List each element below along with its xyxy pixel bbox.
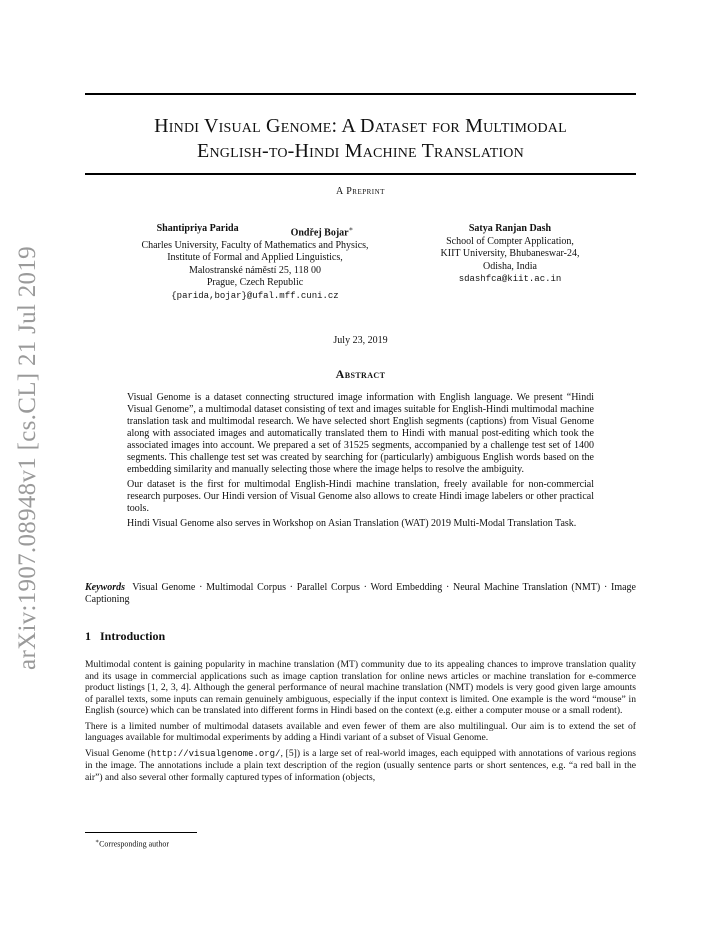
title-line-1: Hindi Visual Genome: A Dataset for Multimodal <box>154 115 567 137</box>
corresponding-author-mark: ∗ <box>348 225 354 233</box>
author-name-bojar: Ondřej Bojar∗ <box>290 225 354 239</box>
author-block-charles-university <box>110 223 400 302</box>
title-rule-bottom <box>85 173 636 175</box>
section-heading-introduction <box>85 629 165 644</box>
author-email[interactable]: sdashfca@kiit.ac.in <box>458 274 562 284</box>
introduction-body <box>85 659 636 787</box>
abstract-paragraph: Our dataset is the first for multimodal English-Hindi machine translation, freely available for non-commercial research purposes. Our Hindi version of Visual Genome also allows to create Hindi image labelers or other practical tools. <box>127 479 594 514</box>
paper-title <box>85 114 636 164</box>
author-email[interactable]: {parida,bojar}@ufal.mff.cuni.cz <box>171 290 339 301</box>
author-names <box>110 223 400 240</box>
visual-genome-url[interactable]: http://visualgenome.org/ <box>150 748 281 759</box>
keywords-label: Keywords <box>85 582 125 593</box>
section-number: 1 <box>85 629 91 643</box>
footnote-text: Corresponding author <box>99 839 170 849</box>
paper-date: July 23, 2019 <box>333 335 388 346</box>
author-name-parida: Shantipriya Parida <box>156 223 239 234</box>
footnote-rule <box>85 832 197 833</box>
affiliation-line: School of Compter Application, <box>446 235 574 247</box>
section-title: Introduction <box>100 629 166 643</box>
body-paragraph: There is a limited number of multimodal datasets available and even fewer of them are also multilingual. Our aim is to extend the set of languages available for multimodal experiments by adding a Hindi variant of a subset of Visual Genome. <box>85 720 636 743</box>
affiliation-line: KIIT University, Bhubaneswar-24, <box>440 248 580 259</box>
author-name-dash: Satya Ranjan Dash <box>468 223 552 234</box>
abstract-body <box>127 392 594 533</box>
footnote <box>95 838 169 849</box>
body-paragraph: Multimodal content is gaining popularity in machine translation (MT) community due to its appealing chances to improve translation quality and its usage in commercial applications such as image caption translation for online news articles or machine translation for e-commerce product listings [1, 2, 3, 4]. Although the general performance of neural machine translation (NMT) models is very good given large amounts of parallel texts, some inputs can remain genuinely ambiguous, especially if the input context is limited. One example is the word “mouse” in English (source) which can be translated into different forms in Hindi based on the context (e.g. either a computer mouse or a small rodent). <box>85 659 636 716</box>
preprint-label: A Preprint <box>336 186 385 197</box>
keywords-list: Visual Genome · Multimodal Corpus · Parallel Corpus · Word Embedding · Neural Machine Translation (NMT) · Image Captioning <box>85 582 636 605</box>
abstract-paragraph: Visual Genome is a dataset connecting structured image information with English language. We present “Hindi Visual Genome”, a multimodal dataset consisting of text and images suitable for English-Hindi multimodal machine translation task and multimodal research. We have selected short English segments (captions) from Visual Genome along with associated images and automatically translated them to Hindi with manual post-editing which took the associated images into account. We prepared a set of 31525 segments, accompanied by a challenge test set of 1400 segments. This challenge test set was created by searching for (particularly) ambiguous English words based on the embedding similarity and manually selecting those where the image helps to resolve the ambiguity. <box>127 392 594 475</box>
affiliation-line: Malostranské náměstí 25, 118 00 <box>188 264 322 276</box>
affiliation-line: Prague, Czech Republic <box>206 277 304 289</box>
arxiv-identifier: arXiv:1907.08948v1 [cs.CL] 21 Jul 2019 <box>14 246 41 670</box>
abstract-heading: Abstract <box>335 367 386 381</box>
affiliation-line: Institute of Formal and Applied Linguistics, <box>167 252 343 264</box>
author-block-kiit <box>410 223 610 286</box>
affiliation-line: Odisha, India <box>483 260 537 272</box>
title-line-2: English-to-Hindi Machine Translation <box>197 140 524 162</box>
affiliation-line: Charles University, Faculty of Mathematics and Physics, <box>141 239 369 251</box>
body-paragraph: Visual Genome (http://visualgenome.org/, [5]) is a large set of real-world images, each equipped with annotations of various regions in the image. The annotations include a plain text description of the region (usually sentence parts or short sentences, e.g. “a red ball in the air”) and also several other formally captured types of information (objects, <box>85 747 636 783</box>
abstract-paragraph: Hindi Visual Genome also serves in Workshop on Asian Translation (WAT) 2019 Multi-Modal Translation Task. <box>127 518 577 529</box>
arxiv-stamp <box>8 246 48 670</box>
keywords <box>85 582 636 606</box>
title-rule-top <box>85 93 636 95</box>
footnote-mark: ∗ <box>95 839 100 845</box>
